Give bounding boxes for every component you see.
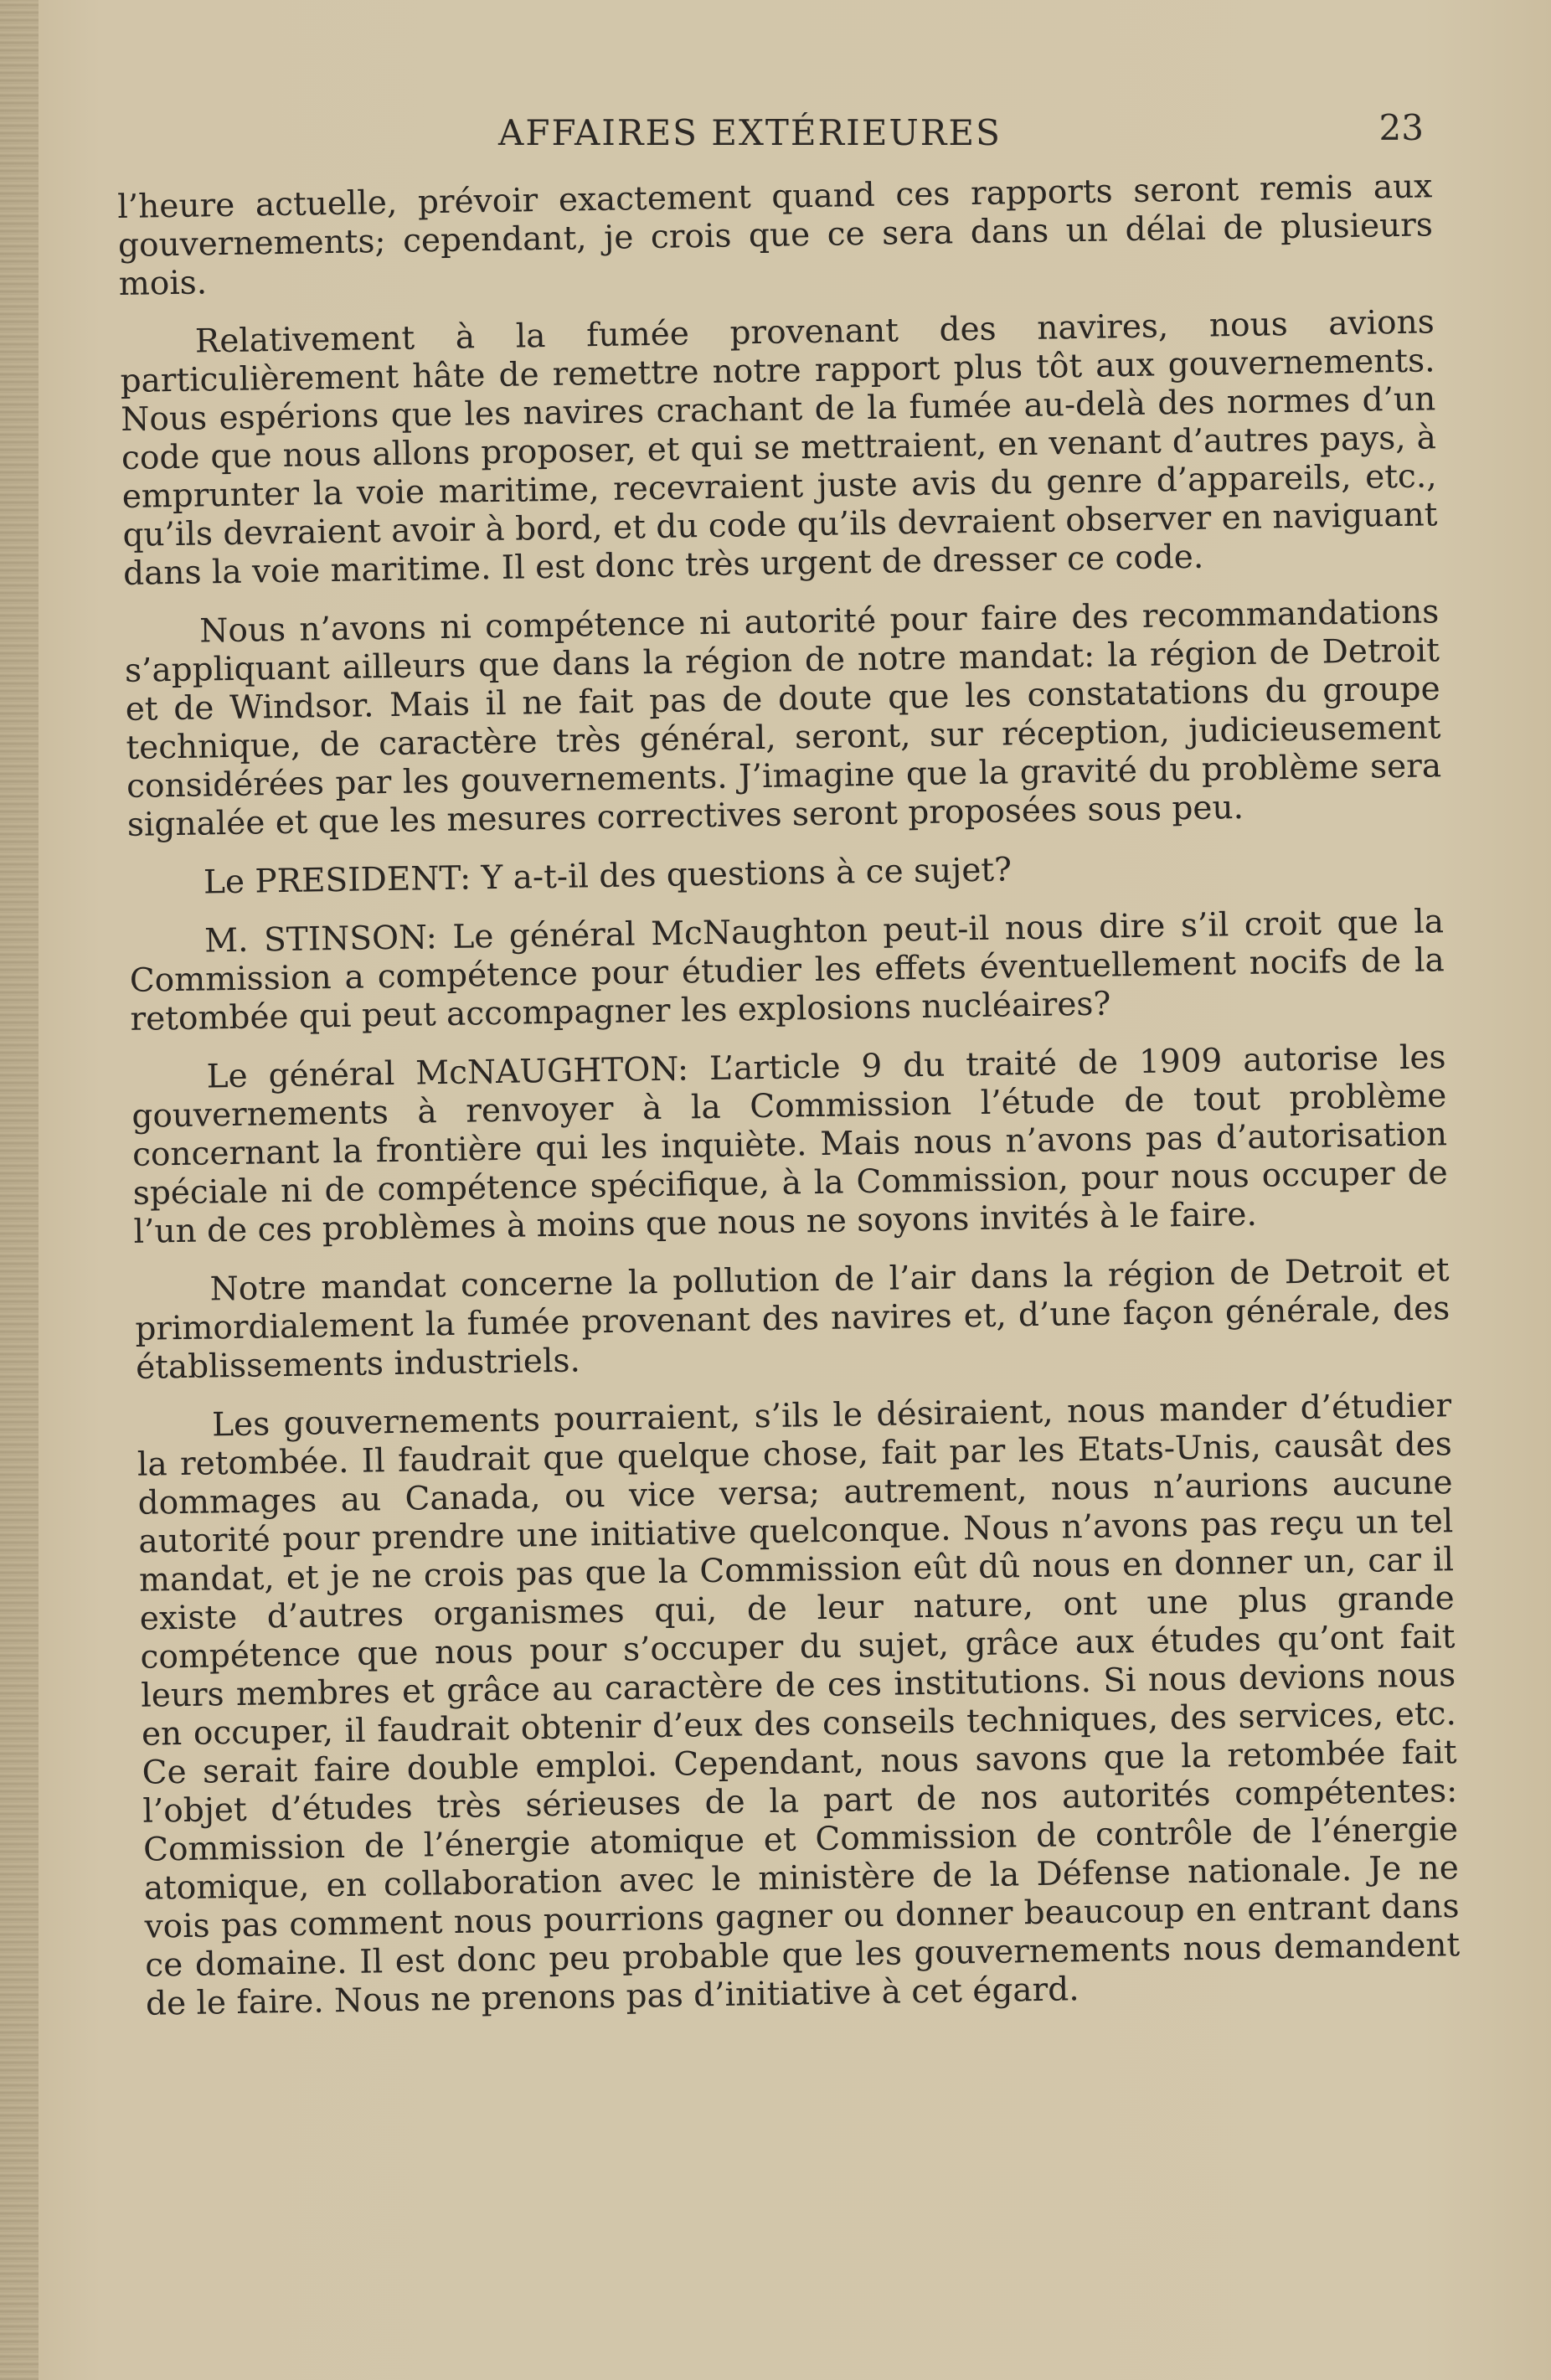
paragraph: Relativement à la fumée provenant des navires, nous avions particulièrement hâte de remettre notre rapport plus tôt aux gouvernements. Nous espérions que les navires crachant de la fumée au-delà des normes d’un code que nous allons proposer, et qui se mettraient, en venant d’autres pays, à emprunter la voie maritime, recevraient juste avis du genre d’appareils, etc., qu’ils devraient avoir à bord, et du code qu’ils devraient observer en naviguant dans la voie maritime. Il est donc très urgent de dresser ce code.: [120, 303, 1438, 593]
paragraph-mcnaughton: Le général McNAUGHTON: L’article 9 du traité de 1909 autorise les gouvernements à renvoyer à la Commission l’étude de tout problème concernant la frontière qui les inquiète. Mais nous n’avons pas d’autorisation spéciale ni de compétence spécifique, à la Commission, pour nous occuper de l’un de ces problèmes à moins que nous ne soyons invités à le faire.: [131, 1038, 1449, 1251]
body-text: [117, 167, 1461, 2043]
page-binding-edge: [0, 0, 39, 2380]
page-number: 23: [1378, 107, 1424, 148]
running-head: AFFAIRES EXTÉRIEURES: [498, 112, 1002, 153]
paragraph-continuation: l’heure actuelle, prévoir exactement quand ces rapports seront remis aux gouvernements; cependant, je crois que ce sera dans un délai de plusieurs mois.: [117, 167, 1434, 303]
paragraph: Notre mandat concerne la pollution de l’air dans la région de Detroit et primordialement la fumée provenant des navires et, d’une façon générale, des établissements industriels.: [135, 1251, 1451, 1387]
paragraph: Les gouvernements pourraient, s’ils le désiraient, nous mander d’étudier la retombée. Il faudrait que quelque chose, fait par les Etats-Unis, causât des dommages au Canada, ou vice versa; autrement, nous n’aurions aucune autorité pour prendre une initiative quelconque. Nous n’avons pas reçu un tel mandat, et je ne crois pas que la Commission eût dû nous en donner un, car il existe d’autres organismes qui, de leur nature, ont une plus grande compétence que nous pour s’occuper du sujet, grâce aux études qu’ont fait leurs membres et grâce au caractère de ces institutions. Si nous devions nous en occuper, il faudrait obtenir d’eux des conseils techniques, des services, etc. Ce serait faire double emploi. Cependant, nous savons que la retombée fait l’objet d’études très sérieuses de la part de nos autorités compétentes: Commission de l’énergie atomique et Commission de contrôle de l’énergie atomique, en collaboration avec le ministère de la Défense nationale. Je ne vois pas comment nous pourrions gagner ou donner beaucoup en entrant dans ce domaine. Il est donc peu probable que les gouvernements nous demandent de le faire. Nous ne prenons pas d’initiative à cet égard.: [137, 1387, 1461, 2023]
page-header: [117, 107, 1424, 166]
paragraph-president: Le PRESIDENT: Y a-t-il des questions à ce sujet?: [203, 851, 1013, 902]
paragraph-stinson: M. STINSON: Le général McNaughton peut-il nous dire s’il croit que la Commission a compétence pour étudier les effets éventuellement nocifs de la retombée qui peut accompagner les explosions nucléaires?: [129, 903, 1445, 1038]
paragraph: Nous n’avons ni compétence ni autorité pour faire des recommandations s’appliquant ailleurs que dans la région de notre mandat: la région de Detroit et de Windsor. Mais il ne fait pas de doute que les constatations du groupe technique, de caractère très général, seront, sur réception, judicieusement considérées par les gouvernements. J’imagine que la gravité du problème sera signalée et que les mesures correctives seront proposées sous peu.: [124, 593, 1442, 844]
